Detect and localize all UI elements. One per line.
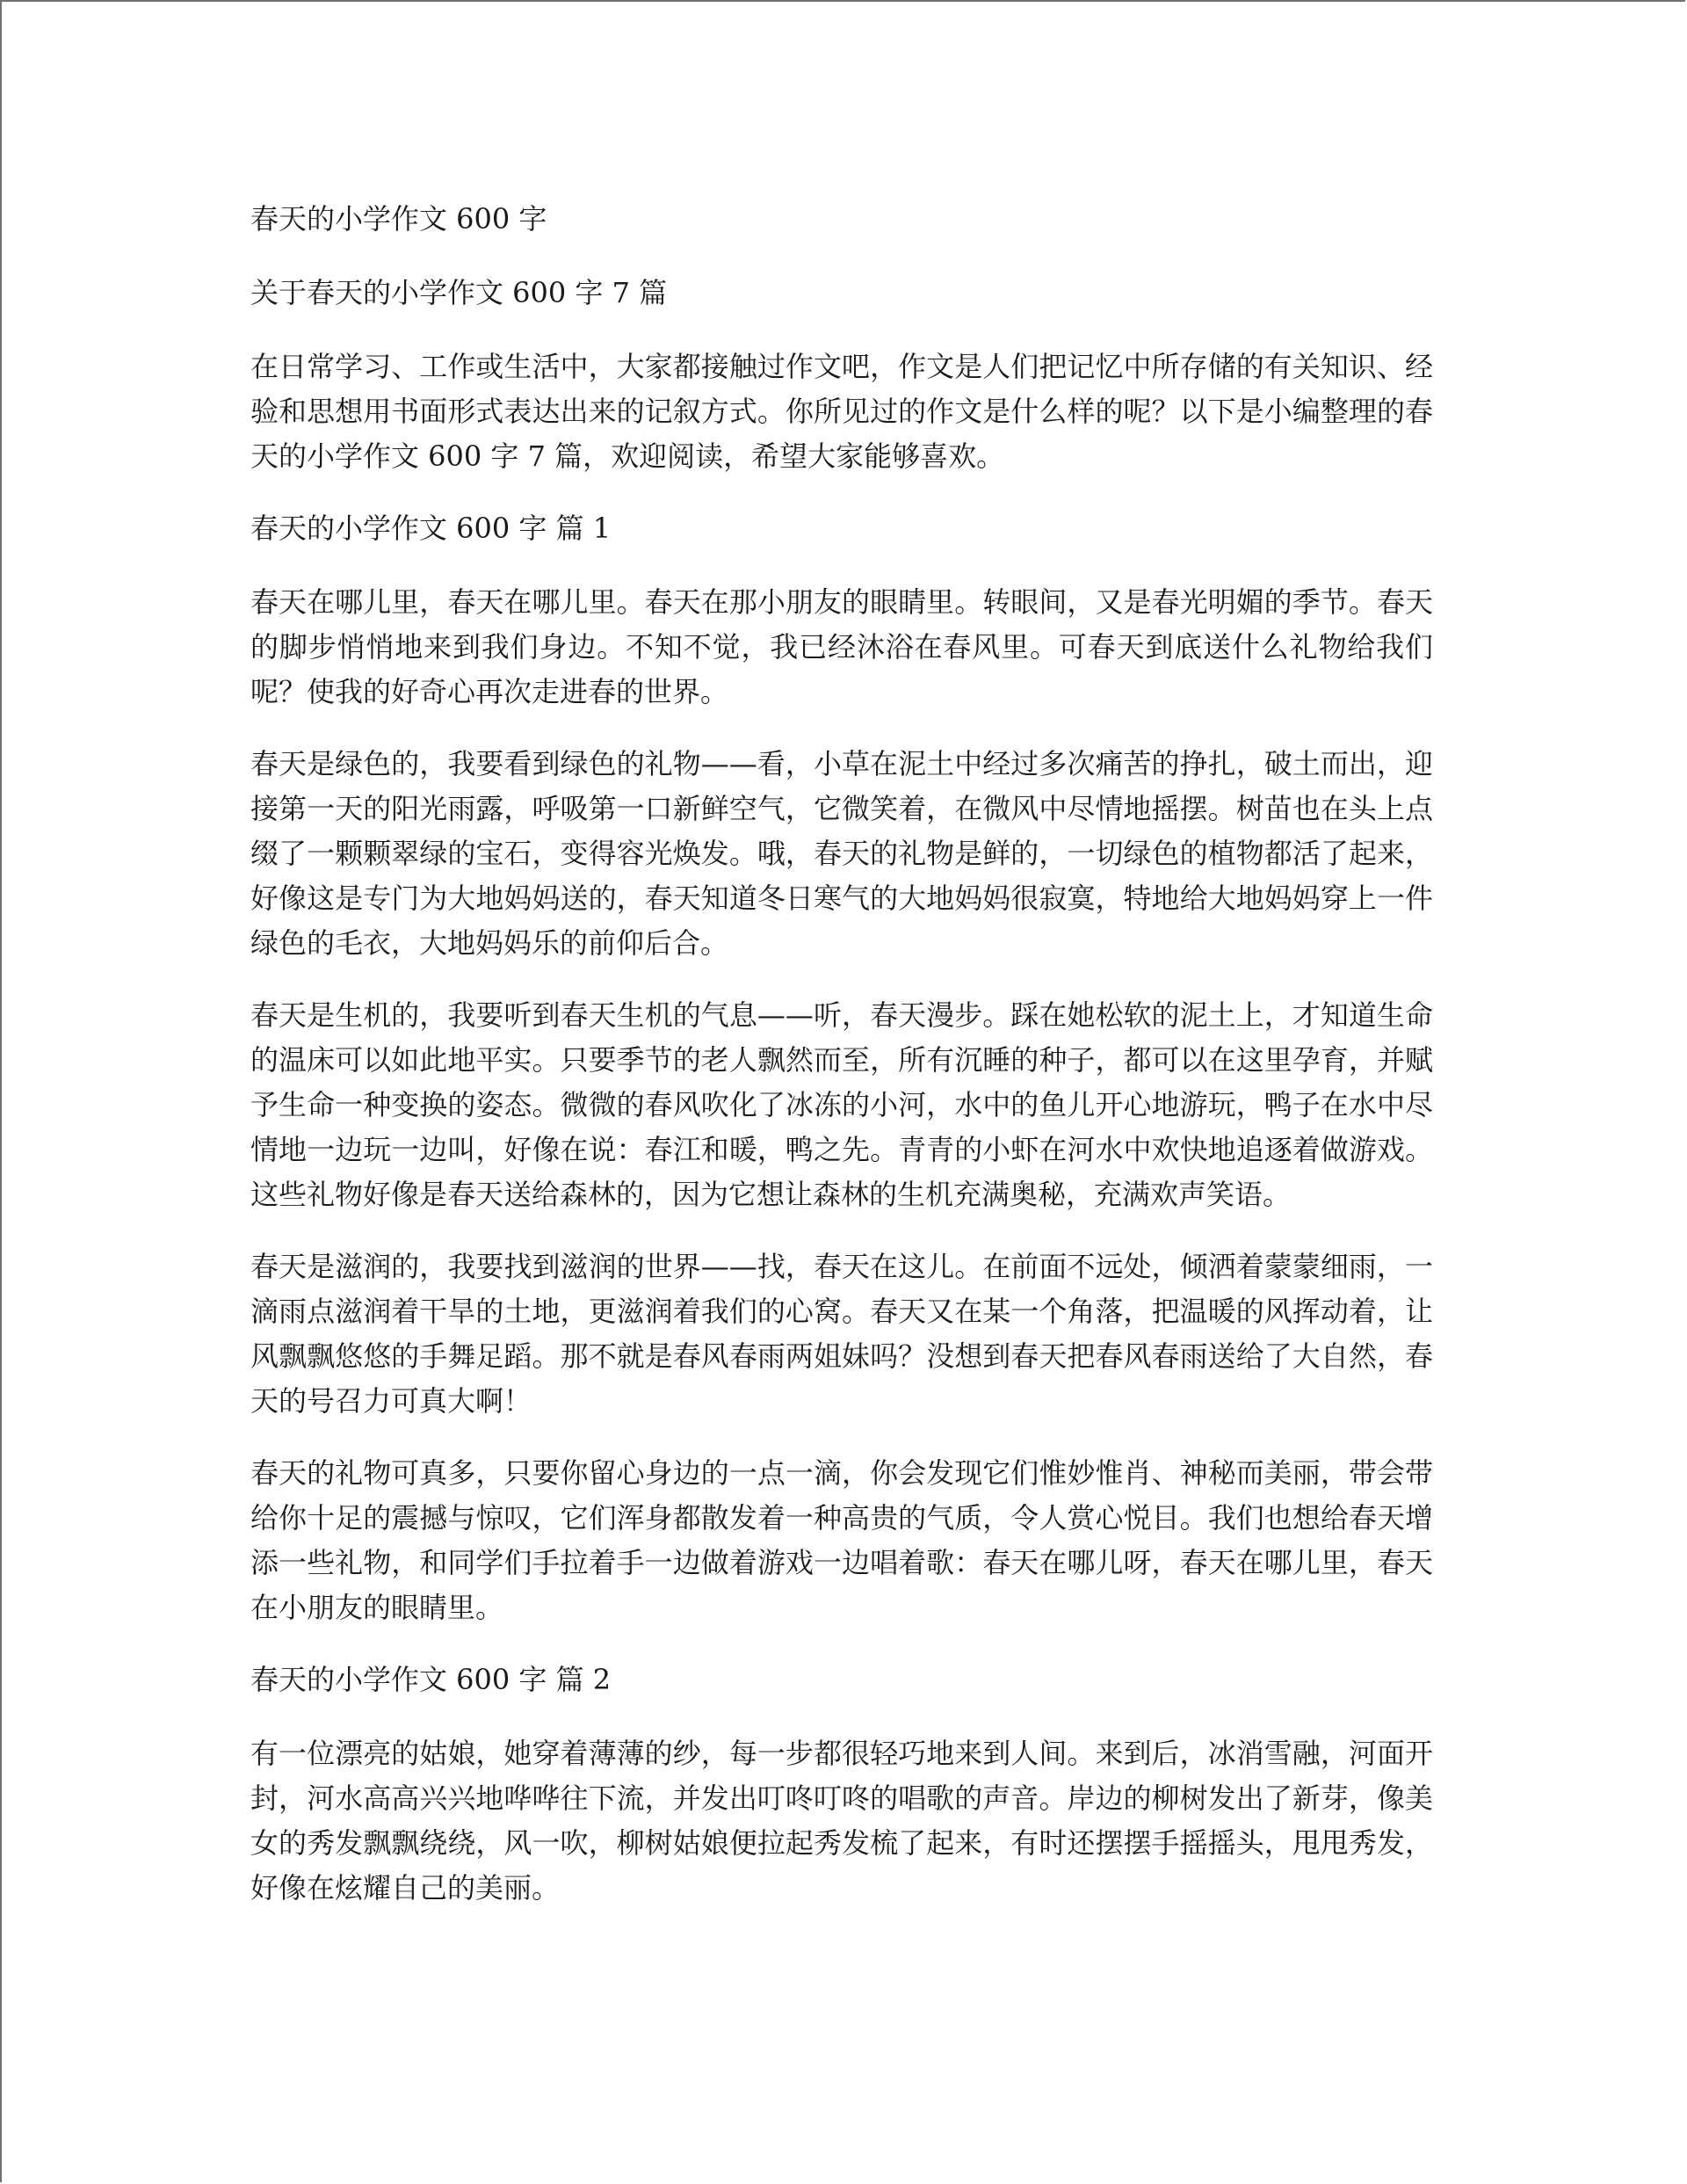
essay-1-paragraph: 春天的礼物可真多，只要你留心身边的一点一滴，你会发现它们惟妙惟肖、神秘而美丽，带会带给你十足的震撼与惊叹，它们浑身都散发着一种高贵的气质，令人赏心悦目。我们也想给春天增添一些礼物，和同学们手拉着手一边做着游戏一边唱着歌：春天在哪儿呀，春天在哪儿里，春天在小朋友的眼睛里。 <box>250 1456 1433 1624</box>
essay-1-paragraph: 春天是生机的，我要听到春天生机的气息——听，春天漫步。踩在她松软的泥土上，才知道生命的温床可以如此地平实。只要季节的老人飘然而至，所有沉睡的种子，都可以在这里孕育，并赋予生命一种变换的姿态。微微的春风吹化了冰冻的小河，水中的鱼儿开心地游玩，鸭子在水中尽情地一边玩一边叫，好像在说：春江和暖，鸭之先。青青的小虾在河水中欢快地追逐着做游戏。这些礼物好像是春天送给森林的，因为它想让森林的生机充满奥秘，充满欢声笑语。 <box>250 998 1433 1211</box>
intro-paragraph: 在日常学习、工作或生活中，大家都接触过作文吧，作文是人们把记忆中所存储的有关知识、经验和思想用书面形式表达出来的记叙方式。你所见过的作文是什么样的呢？以下是小编整理的春天的小学作文 600 字 7 篇，欢迎阅读，希望大家能够喜欢。 <box>250 350 1433 473</box>
essay-1-paragraph: 春天在哪儿里，春天在哪儿里。春天在那小朋友的眼睛里。转眼间，又是春光明媚的季节。春天的脚步悄悄地来到我们身边。不知不觉，我已经沐浴在春风里。可春天到底送什么礼物给我们呢？使我的好奇心再次走进春的世界。 <box>250 585 1433 708</box>
document-title: 春天的小学作文 600 字 <box>250 202 547 236</box>
document-subtitle: 关于春天的小学作文 600 字 7 篇 <box>250 276 668 309</box>
document-body <box>250 197 1433 1938</box>
essay-2-heading: 春天的小学作文 600 字 篇 2 <box>250 1663 612 1696</box>
essay-1-paragraph: 春天是绿色的，我要看到绿色的礼物——看，小草在泥土中经过多次痛苦的挣扎，破土而出，迎接第一天的阳光雨露，呼吸第一口新鲜空气，它微笑着，在微风中尽情地摇摆。树苗也在头上点缀了一颗颗翠绿的宝石，变得容光焕发。哦，春天的礼物是鲜的，一切绿色的植物都活了起来，好像这是专门为大地妈妈送的，春天知道冬日寒气的大地妈妈很寂寞，特地给大地妈妈穿上一件绿色的毛衣，大地妈妈乐的前仰后合。 <box>250 747 1433 960</box>
essay-2-paragraph: 有一位漂亮的姑娘，她穿着薄薄的纱，每一步都很轻巧地来到人间。来到后，冰消雪融，河面开封，河水高高兴兴地哗哗往下流，并发出叮咚叮咚的唱歌的声音。岸边的柳树发出了新芽，像美女的秀发飘飘绕绕，风一吹，柳树姑娘便拉起秀发梳了起来，有时还摆摆手摇摇头，甩甩秀发，好像在炫耀自己的美丽。 <box>250 1737 1433 1905</box>
essay-1-paragraph: 春天是滋润的，我要找到滋润的世界——找，春天在这儿。在前面不远处，倾洒着蒙蒙细雨，一滴雨点滋润着干旱的土地，更滋润着我们的心窝。春天又在某一个角落，把温暖的风挥动着，让风飘飘悠悠的手舞足蹈。那不就是春风春雨两姐妹吗？没想到春天把春风春雨送给了大自然，春天的号召力可真大啊！ <box>250 1250 1433 1418</box>
essay-1-heading: 春天的小学作文 600 字 篇 1 <box>250 512 612 545</box>
